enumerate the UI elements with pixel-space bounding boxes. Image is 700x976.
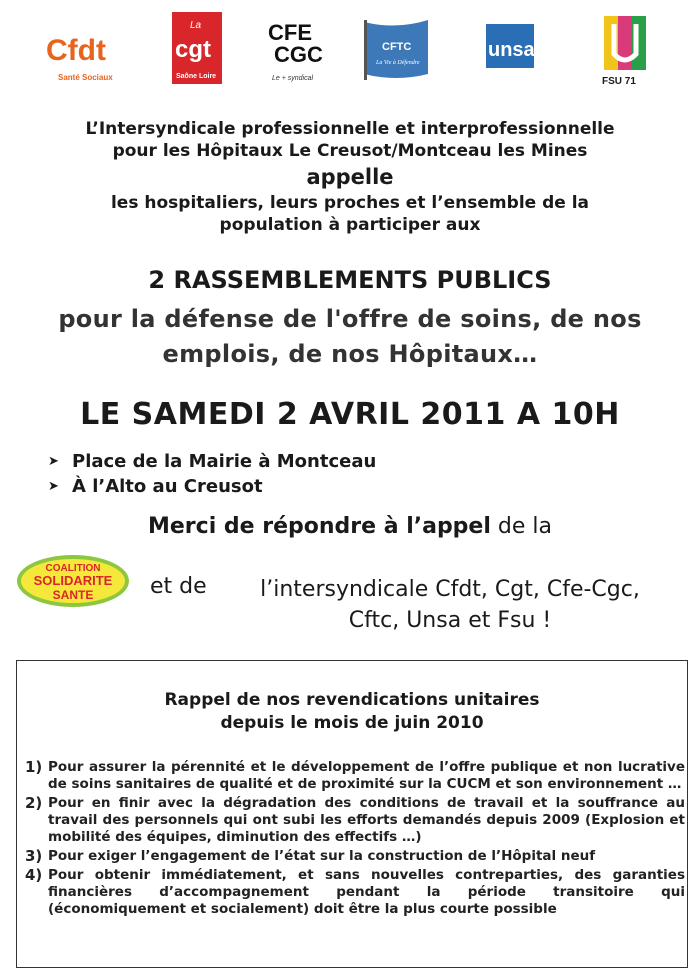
arrow-bullet-icon: ➤ <box>48 454 59 469</box>
claims-list <box>25 759 685 920</box>
arrow-bullet-icon: ➤ <box>48 479 59 494</box>
intro-line-2: pour les Hôpitaux Le Creusot/Montceau les Mines <box>112 141 588 161</box>
headline-sub-line-1: pour la défense de l'offre de soins, de nos <box>58 305 642 333</box>
svg-text:La: La <box>190 20 202 31</box>
cfdt-logo <box>42 22 120 84</box>
list-item <box>25 867 685 918</box>
svg-text:cgt: cgt <box>175 36 211 63</box>
places-list <box>48 449 376 499</box>
claim-text: Pour en finir avec la dégradation des conditions de travail et la souffrance au travail des personnels qui ont subi les efforts demandés depuis 2009 (Explosion et mobilité des équipes, diminution des effectifs …) <box>48 795 685 845</box>
event-date: LE SAMEDI 2 AVRIL 2011 A 10H <box>80 397 620 432</box>
merci-bold: Merci de répondre à l’appel <box>147 514 491 539</box>
svg-text:Le + syndical: Le + syndical <box>272 75 314 82</box>
svg-text:CFE: CFE <box>268 20 312 45</box>
claim-text: Pour obtenir immédiatement, et sans nouvelles contreparties, des garanties financières d’accompagnement pendant la période transitoire qui (économiquement et socialement) doit être la plus courte possible <box>48 867 685 917</box>
place-label: À l’Alto au Creusot <box>72 476 263 497</box>
intro-appelle: appelle <box>306 165 394 189</box>
box-title-line-1: Rappel de nos revendications unitaires <box>164 690 540 710</box>
svg-text:CGC: CGC <box>274 42 323 67</box>
merci-line <box>0 513 700 541</box>
revendications-box <box>16 660 688 968</box>
list-item <box>25 848 685 865</box>
box-title <box>17 689 687 735</box>
claim-number: 3) <box>25 847 43 865</box>
svg-text:FSU 71: FSU 71 <box>602 76 636 87</box>
svg-text:Saône Loire: Saône Loire <box>176 73 217 80</box>
box-title-line-2: depuis le mois de juin 2010 <box>220 713 484 733</box>
claim-text: Pour assurer la pérennité et le développement de l’offre publique et non lucrative de soins sanitaires de qualité et de proximité sur la CUCM et son environnement … <box>48 759 685 792</box>
logo-strip <box>0 8 700 88</box>
place-item <box>48 449 376 474</box>
svg-text:Santé Sociaux: Santé Sociaux <box>58 73 113 82</box>
unsa-logo <box>486 22 548 72</box>
intro-line-1: L’Intersyndicale professionnelle et interprofessionnelle <box>85 119 615 139</box>
svg-text:La Vie à Défendre: La Vie à Défendre <box>376 60 420 66</box>
place-item <box>48 474 376 499</box>
list-item <box>25 795 685 846</box>
intersyndicale-text <box>236 574 664 636</box>
svg-text:SANTE: SANTE <box>52 588 94 602</box>
intro-block <box>0 118 700 236</box>
et-de-text: et de <box>150 574 207 599</box>
coalition-solidarite-sante-logo <box>16 553 130 609</box>
cftc-logo <box>362 18 430 82</box>
svg-text:Cfdt: Cfdt <box>46 34 106 67</box>
intersyndicale-line-1: l’intersyndicale Cfdt, Cgt, Cfe-Cgc, <box>260 577 640 602</box>
intro-line-3: les hospitaliers, leurs proches et l’ensemble de la <box>110 193 590 213</box>
headline-subtitle <box>0 302 700 372</box>
claim-text: Pour exiger l’engagement de l’état sur la construction de l’Hôpital neuf <box>48 848 596 864</box>
cgt-logo <box>172 12 222 84</box>
svg-text:CFTC: CFTC <box>382 41 412 53</box>
claim-number: 4) <box>25 866 43 884</box>
cfe-cgc-logo <box>266 16 328 84</box>
rassemblements-title: 2 RASSEMBLEMENTS PUBLICS <box>148 266 552 294</box>
claim-number: 1) <box>25 758 43 776</box>
svg-text:COALITION: COALITION <box>45 563 101 574</box>
intersyndicale-line-2: Cftc, Unsa et Fsu ! <box>348 608 552 633</box>
claim-number: 2) <box>25 794 43 812</box>
headline-sub-line-2: emplois, de nos Hôpitaux… <box>162 340 538 368</box>
merci-rest: de la <box>490 514 552 539</box>
intro-line-4: population à participer aux <box>219 215 481 235</box>
svg-text:unsa: unsa <box>488 39 535 61</box>
place-label: Place de la Mairie à Montceau <box>72 451 377 472</box>
svg-text:SOLIDARITE: SOLIDARITE <box>33 573 113 588</box>
list-item <box>25 759 685 793</box>
fsu-logo <box>600 12 650 88</box>
